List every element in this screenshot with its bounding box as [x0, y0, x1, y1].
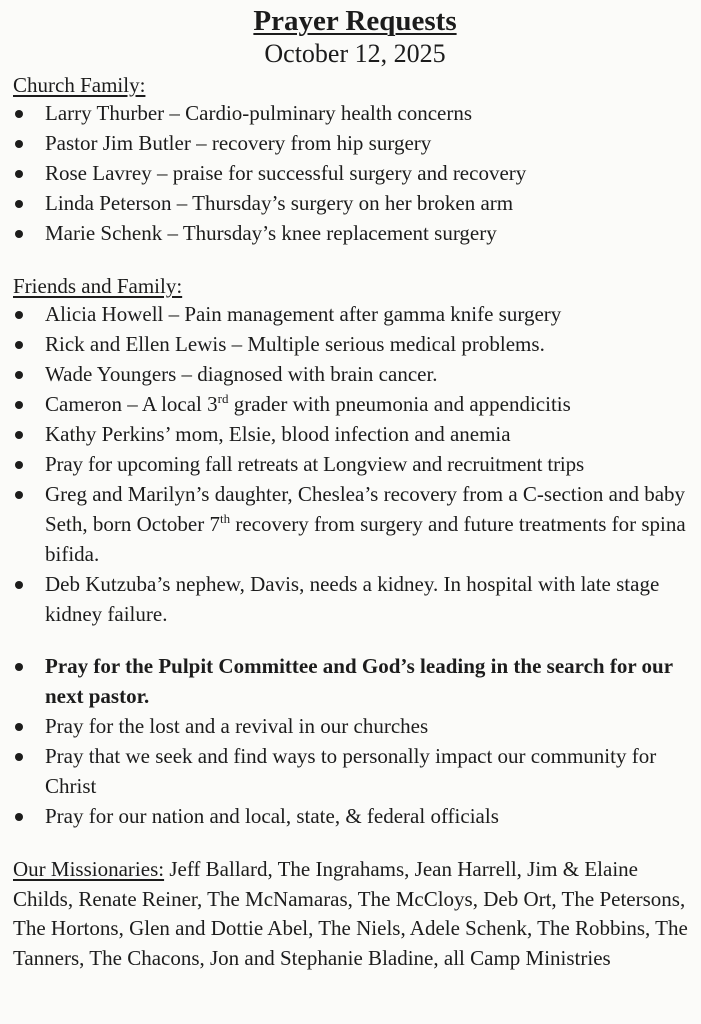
list-item — [13, 128, 689, 158]
list-item — [13, 801, 689, 831]
general-prayer-list — [13, 651, 689, 831]
list-item — [13, 329, 689, 359]
bullet-icon — [15, 581, 23, 589]
list-item-text: Cameron – A local 3 — [45, 392, 218, 416]
list-item-text: Pray that we seek and find ways to personally impact our community for Christ — [45, 744, 657, 798]
bullet-icon — [15, 401, 23, 409]
list-item-text: Pastor Jim Butler – recovery from hip surgery — [45, 131, 432, 155]
bullet-icon — [15, 813, 23, 821]
list-item-text: Alicia Howell – Pain management after gamma knife surgery — [45, 302, 562, 326]
bullet-icon — [15, 461, 23, 469]
list-item-text: Rose Lavrey – praise for successful surgery and recovery — [45, 161, 527, 185]
bullet-icon — [15, 663, 23, 671]
list-item-text: Marie Schenk – Thursday’s knee replacement surgery — [45, 221, 497, 245]
bullet-icon — [15, 140, 23, 148]
missionaries-label: Our Missionaries: — [13, 857, 165, 881]
list-item-text: Pray for upcoming fall retreats at Longview and recruitment trips — [45, 452, 584, 476]
list-item-text: Kathy Perkins’ mom, Elsie, blood infection and anemia — [45, 422, 511, 446]
list-item — [13, 158, 689, 188]
bullet-icon — [15, 110, 23, 118]
list-item-text: Pray for the Pulpit Committee and God’s leading in the search for our next pastor. — [45, 654, 673, 708]
list-item — [13, 449, 689, 479]
list-item-text: Deb Kutzuba’s nephew, Davis, needs a kidney. In hospital with late stage kidney failure. — [45, 572, 660, 626]
list-item-text: Larry Thurber – Cardio-pulminary health concerns — [45, 101, 473, 125]
missionaries-paragraph — [13, 855, 689, 973]
list-item — [13, 359, 689, 389]
page-title: Prayer Requests — [253, 5, 457, 37]
bullet-icon — [15, 170, 23, 178]
church-family-heading: Church Family: — [13, 73, 146, 97]
bullet-icon — [15, 371, 23, 379]
ordinal-suffix: th — [219, 511, 231, 526]
list-item — [13, 479, 689, 569]
list-item — [13, 389, 689, 419]
missionaries-names: Jeff Ballard, The Ingrahams, Jean Harrell, Jim & Elaine Childs, Renate Reiner, The McNamaras, The McCloys, Deb Ort, The Petersons, The Hortons, Glen and Dottie Abel, The Niels, Adele Schenk, The Robbins, The Tanners, The Chacons, Jon and Stephanie Bladine, all Camp Ministries — [13, 857, 688, 970]
church-family-list — [13, 98, 689, 248]
list-item-text: Pray for our nation and local, state, & federal officials — [45, 804, 499, 828]
ordinal-suffix: rd — [217, 391, 229, 406]
list-item — [13, 569, 689, 629]
list-item — [13, 711, 689, 741]
friends-family-heading: Friends and Family: — [13, 274, 183, 298]
page-date: October 12, 2025 — [264, 39, 446, 68]
list-item-text: Pray for the lost and a revival in our churches — [45, 714, 429, 738]
list-item-text: Greg and Marilyn’s daughter, Cheslea’s recovery from a C-section and baby Seth, born October 7 — [45, 482, 686, 536]
friends-family-list — [13, 299, 689, 629]
bullet-icon — [15, 341, 23, 349]
list-item-text: Rick and Ellen Lewis – Multiple serious medical problems. — [45, 332, 545, 356]
list-item — [13, 419, 689, 449]
bullet-icon — [15, 230, 23, 238]
bullet-icon — [15, 431, 23, 439]
list-item — [13, 741, 689, 801]
list-item — [13, 188, 689, 218]
list-item-text: Linda Peterson – Thursday’s surgery on her broken arm — [45, 191, 514, 215]
bullet-icon — [15, 311, 23, 319]
list-item — [13, 98, 689, 128]
list-item-text: grader with pneumonia and appendicitis — [228, 392, 571, 416]
list-item-text: recovery from surgery and future treatments for spina bifida. — [45, 512, 686, 566]
list-item — [13, 218, 689, 248]
bullet-icon — [15, 491, 23, 499]
bullet-icon — [15, 753, 23, 761]
list-item — [13, 651, 689, 711]
bullet-icon — [15, 200, 23, 208]
list-item — [13, 299, 689, 329]
bullet-icon — [15, 723, 23, 731]
list-item-text: Wade Youngers – diagnosed with brain cancer. — [45, 362, 438, 386]
